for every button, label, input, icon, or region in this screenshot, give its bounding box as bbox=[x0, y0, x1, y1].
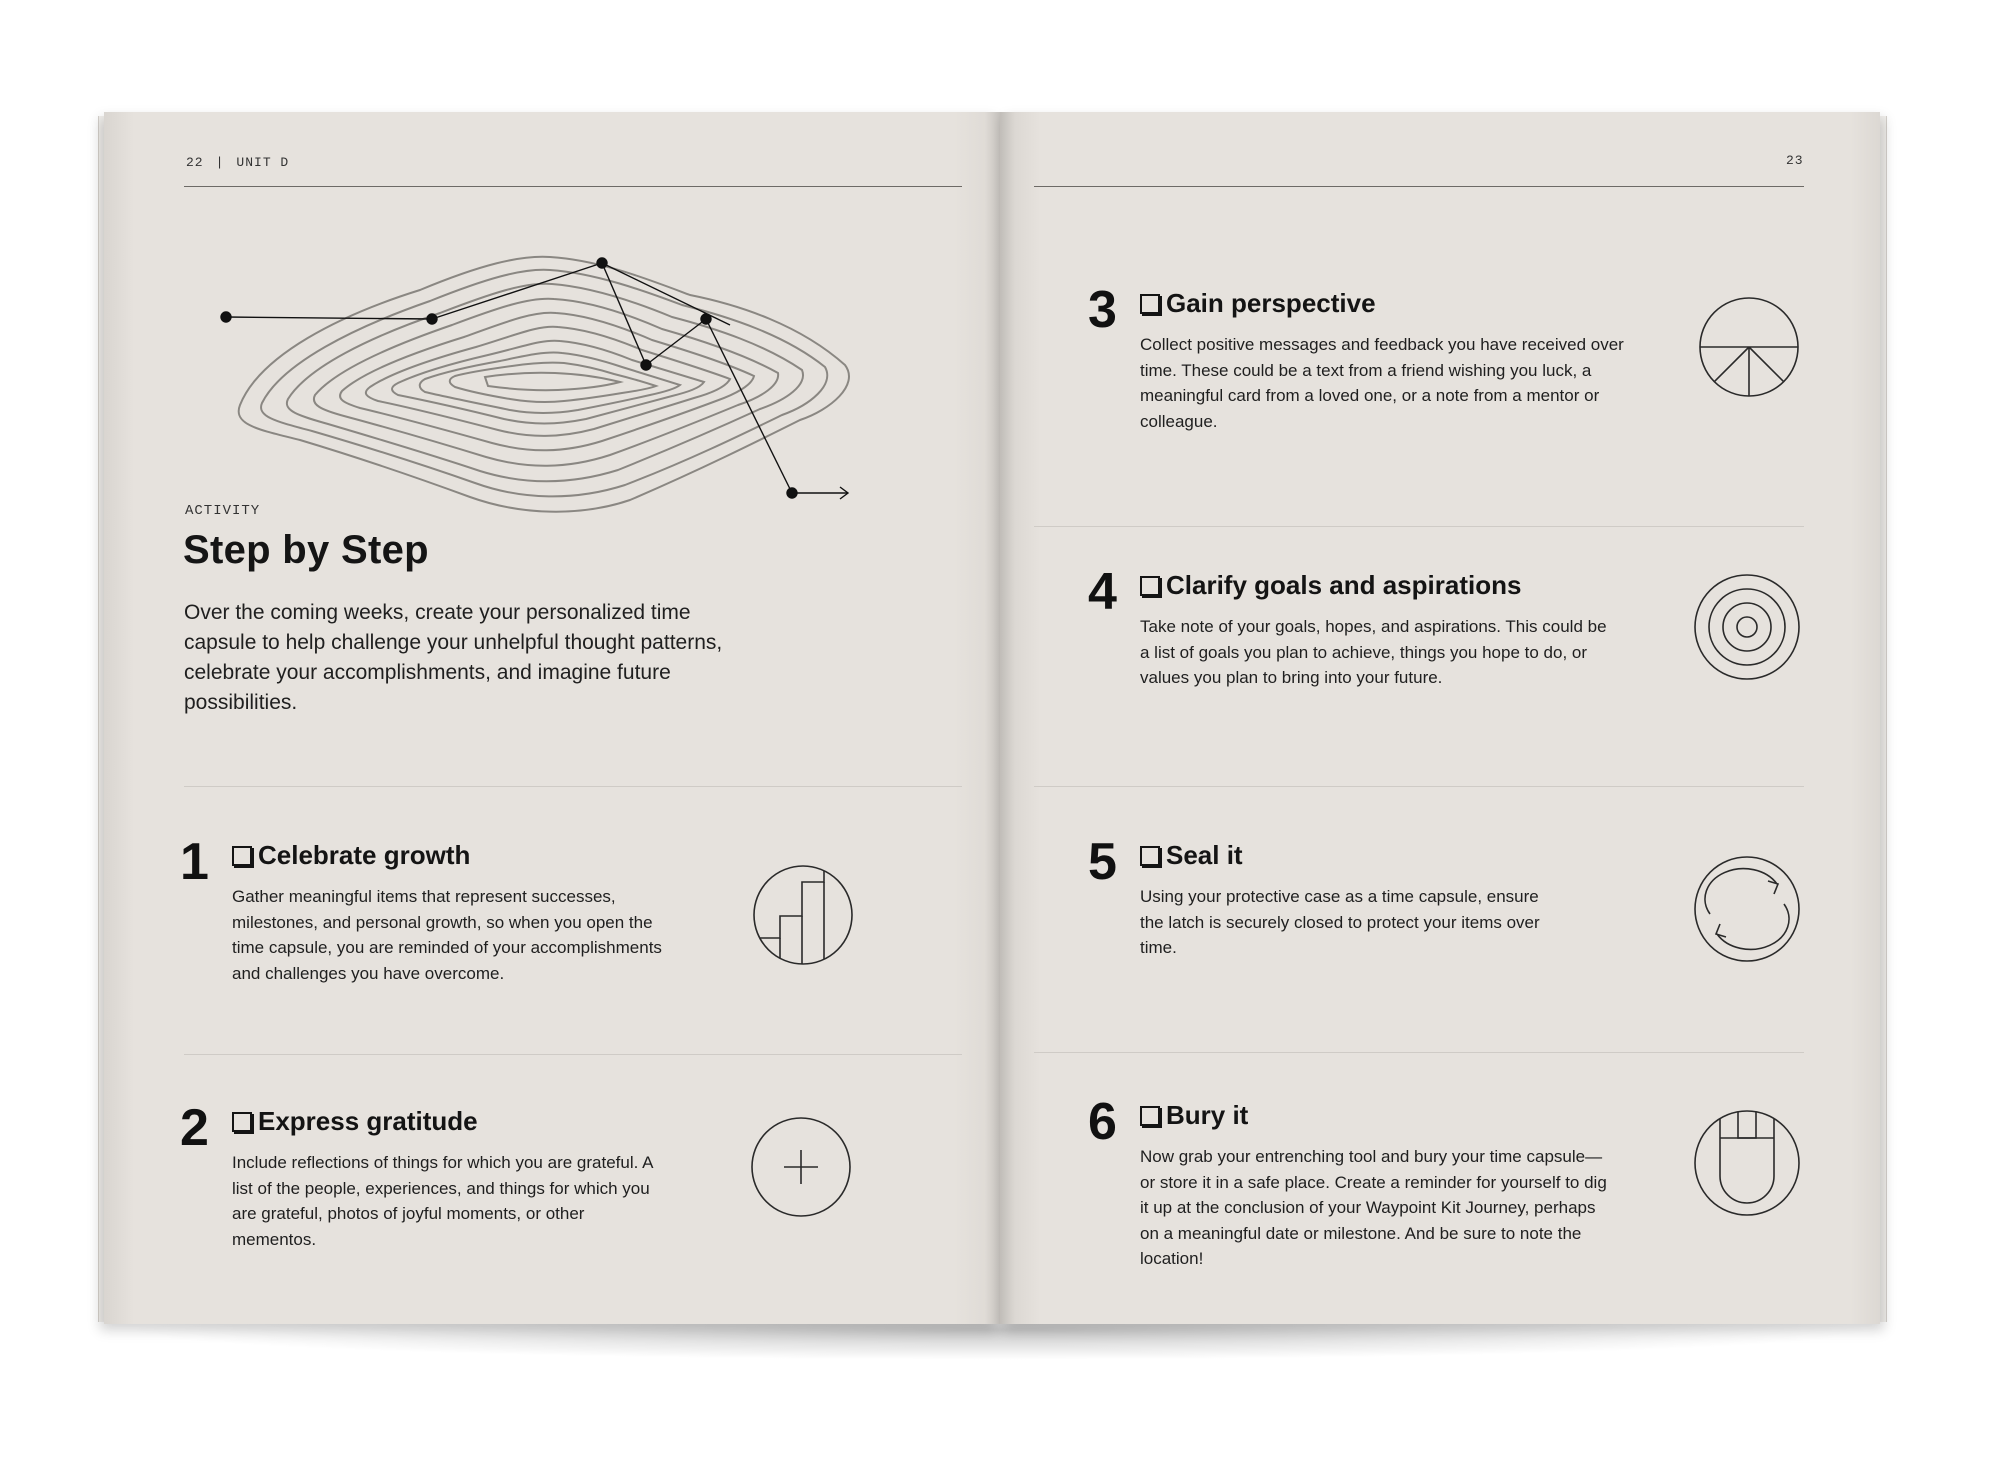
plus-circle-icon bbox=[746, 1112, 856, 1222]
checkbox-icon[interactable] bbox=[232, 846, 252, 866]
divider-step-4 bbox=[1034, 786, 1804, 787]
right-header-rule bbox=[1034, 186, 1804, 187]
step-6-title: Bury it bbox=[1166, 1100, 1249, 1130]
book-spine bbox=[985, 112, 1015, 1324]
divider-intro bbox=[184, 786, 962, 787]
step-6-number: 6 bbox=[1088, 1093, 1117, 1151]
page-title: Step by Step bbox=[183, 528, 429, 572]
step-1-number: 1 bbox=[180, 833, 209, 891]
step-6-heading bbox=[1140, 1100, 1248, 1131]
step-5-heading bbox=[1140, 840, 1243, 871]
step-5-title: Seal it bbox=[1166, 840, 1243, 870]
step-3-body: Collect positive messages and feedback you have received over time. These could be a text from a friend wishing you luck, a meaningful card from a loved one, or a note from a mentor or colleague. bbox=[1140, 335, 1624, 431]
divider-step-3 bbox=[1034, 526, 1804, 527]
left-page-number: 22 bbox=[186, 155, 204, 170]
divider-step-5 bbox=[1034, 1052, 1804, 1053]
checkbox-icon[interactable] bbox=[1140, 1106, 1160, 1126]
step-3-title: Gain perspective bbox=[1166, 288, 1376, 318]
divider-step-1 bbox=[184, 1054, 962, 1055]
cycle-arrows-icon bbox=[1692, 854, 1802, 964]
step-2-title: Express gratitude bbox=[258, 1106, 478, 1136]
left-header-rule bbox=[184, 186, 962, 187]
step-2-body: Include reflections of things for which you are grateful. A list of the people, experiences, and things for which you are grateful, photos of joyful moments, or other mementos. bbox=[232, 1153, 653, 1249]
checkbox-icon[interactable] bbox=[1140, 846, 1160, 866]
step-6-body: Now grab your entrenching tool and bury your time capsule—or store it in a safe place. Create a reminder for yourself to dig it up at the conclusion of your Waypoint Kit Journey, perhaps on a meaningful date or milestone. And be sure to note the location! bbox=[1140, 1147, 1607, 1268]
step-5-number: 5 bbox=[1088, 833, 1117, 891]
checkbox-icon[interactable] bbox=[1140, 576, 1160, 596]
step-4-body: Take note of your goals, hopes, and aspirations. This could be a list of goals you plan to achieve, things you hope to do, or values you plan to bring into your future. bbox=[1140, 617, 1607, 687]
left-page-header bbox=[186, 155, 289, 170]
horizon-circle-icon bbox=[1694, 292, 1804, 402]
unit-label: UNIT D bbox=[236, 155, 290, 170]
step-3-heading bbox=[1140, 288, 1376, 319]
step-1-title: Celebrate growth bbox=[258, 840, 471, 870]
capsule-icon bbox=[1692, 1108, 1802, 1218]
activity-label: ACTIVITY bbox=[185, 503, 261, 519]
step-2-number: 2 bbox=[180, 1099, 209, 1157]
header-separator: | bbox=[215, 155, 225, 170]
step-3-number: 3 bbox=[1088, 281, 1117, 339]
step-1-heading bbox=[232, 840, 470, 871]
checkbox-icon[interactable] bbox=[232, 1112, 252, 1132]
step-4-title: Clarify goals and aspirations bbox=[1166, 570, 1522, 600]
step-5-body: Using your protective case as a time capsule, ensure the latch is securely closed to protect your items over time. bbox=[1140, 887, 1540, 957]
topographic-mountain-illustration bbox=[220, 235, 870, 525]
checkbox-icon[interactable] bbox=[1140, 294, 1160, 314]
steps-icon bbox=[748, 860, 858, 970]
intro-paragraph: Over the coming weeks, create your personalized time capsule to help challenge your unhelpful thought patterns, celebrate your accomplishments, and imagine future possibilities. bbox=[184, 601, 723, 714]
target-icon bbox=[1692, 572, 1802, 682]
right-page-number: 23 bbox=[1786, 153, 1804, 168]
step-4-number: 4 bbox=[1088, 563, 1117, 621]
step-4-heading bbox=[1140, 570, 1521, 601]
step-2-heading bbox=[232, 1106, 478, 1137]
step-1-body: Gather meaningful items that represent successes, milestones, and personal growth, so when you open the time capsule, you are reminded of your accomplishments and challenges you have overcome. bbox=[232, 887, 662, 983]
